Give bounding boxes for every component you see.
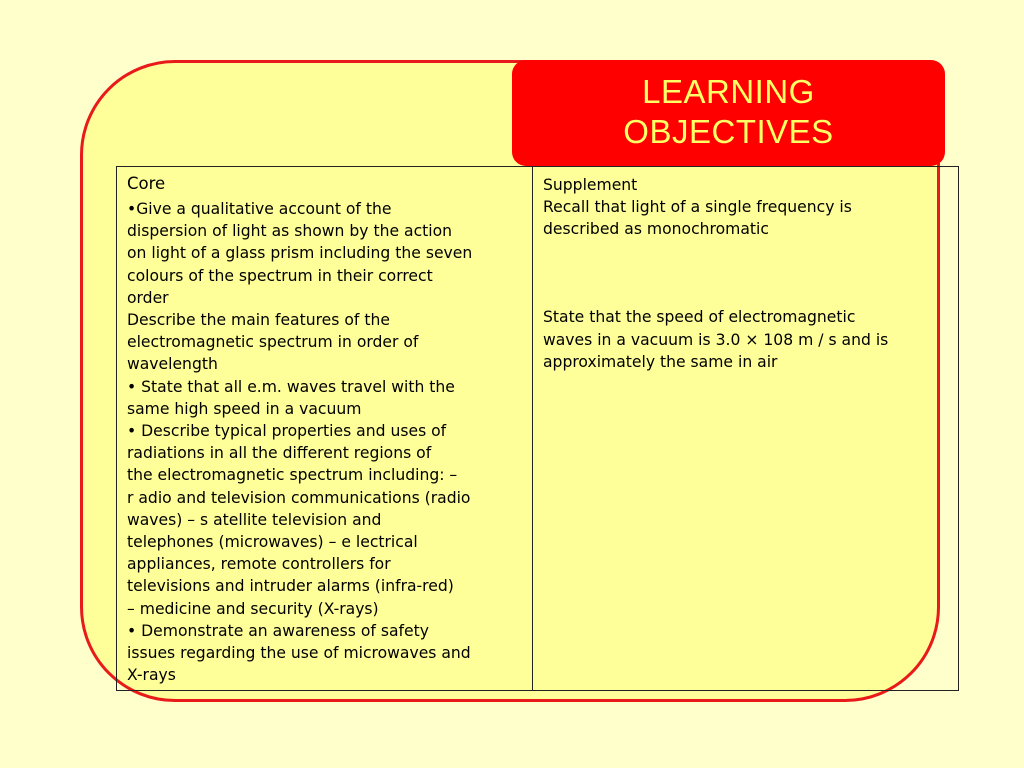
core-line: • Describe typical properties and uses of: [127, 422, 447, 441]
core-line: order: [127, 288, 169, 307]
core-line: colours of the spectrum in their correct: [127, 266, 433, 285]
core-heading: Core: [127, 174, 166, 193]
core-line: telephones (microwaves) – e lectrical: [127, 533, 418, 552]
core-line: waves) – s atellite television and: [127, 510, 382, 529]
core-line: televisions and intruder alarms (infra-red): [127, 577, 454, 596]
core-line: • State that all e.m. waves travel with the: [127, 377, 455, 396]
core-line: same high speed in a vacuum: [127, 399, 362, 418]
core-line: dispersion of light as shown by the action: [127, 222, 453, 241]
core-line: • Demonstrate an awareness of safety: [127, 621, 429, 640]
core-line: the electromagnetic spectrum including: –: [127, 466, 458, 485]
supplement-line: approximately the same in air: [543, 352, 778, 371]
supplement-line: Recall that light of a single frequency is: [543, 198, 852, 216]
core-line: wavelength: [127, 355, 218, 374]
core-line: issues regarding the use of microwaves and: [127, 644, 471, 663]
core-line: – medicine and security (X-rays): [127, 599, 379, 618]
core-line: radiations in all the different regions of: [127, 444, 432, 463]
supplement-heading: Supplement: [543, 176, 638, 194]
core-line: X-rays: [127, 666, 176, 685]
core-line: electromagnetic spectrum in order of: [127, 333, 419, 352]
supplement-line: described as monochromatic: [543, 220, 769, 239]
title-line-1: LEARNING: [642, 73, 815, 110]
supplement-line: State that the speed of electromagnetic: [543, 308, 856, 327]
core-line: Describe the main features of the: [127, 311, 390, 330]
core-line: r adio and television communications (radio: [127, 488, 471, 507]
supplement-line: waves in a vacuum is 3.0 × 108 m / s and is: [543, 330, 889, 349]
paragraph-gap: [543, 240, 948, 306]
title-line-2: OBJECTIVES: [623, 113, 834, 150]
core-line: on light of a glass prism including the seven: [127, 244, 473, 263]
core-cell: [117, 167, 533, 691]
supplement-cell: [533, 167, 959, 691]
core-line: •Give a qualitative account of the: [127, 200, 392, 218]
title-banner: [512, 60, 945, 166]
core-line: appliances, remote controllers for: [127, 555, 391, 574]
objectives-table: [116, 166, 959, 691]
table-row: [117, 167, 959, 691]
